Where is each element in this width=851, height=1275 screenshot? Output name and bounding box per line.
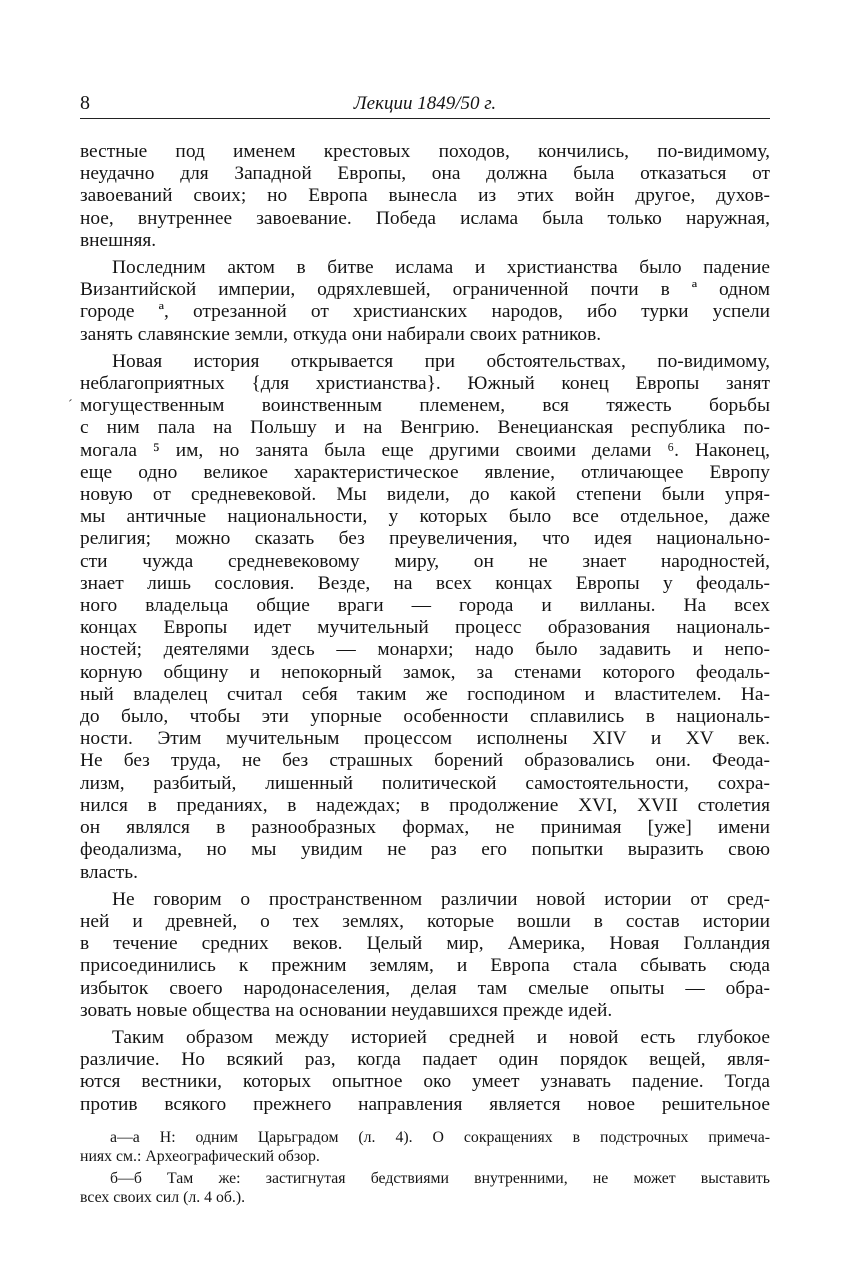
footnote (80, 1128, 770, 1166)
text-line: знает лишь сословия. Везде, на всех концах Европы у феодаль- (80, 572, 770, 594)
footnotes (80, 1128, 770, 1207)
text-line: занять славянские земли, откуда они набирали своих ратников. (80, 323, 602, 345)
text-line: Не без труда, не без страшных борений образовались они. Феода- (80, 750, 770, 772)
text-line: могала ⁵ им, но занята была еще другими своими делами ⁶. Наконец, (80, 439, 770, 461)
text-line: мы античные национальности, у которых было все отдельное, даже (80, 506, 770, 528)
text-line: различие. Но всякий раз, когда падает один порядок вещей, явля- (80, 1049, 770, 1071)
text-line: Не говорим о пространственном различии новой истории от сред- (112, 888, 770, 910)
text-line: до было, чтобы эти упорные особенности сплавились в националь- (80, 706, 770, 728)
text-line: феодализма, но мы увидим не раз его попытки выразить свою (80, 839, 770, 861)
running-title: Лекции 1849/50 г. (353, 93, 497, 114)
text-line: лизм, разбитый, лишенный политической самостоятельности, сохра- (80, 772, 770, 794)
text-line: присоединились к прежним землям, и Европа стала сбывать сюда (80, 955, 770, 977)
text-line: еще одно великое характеристическое явление, отличающее Европу (80, 461, 770, 483)
footnote-line: всех своих сил (л. 4 об.). (80, 1188, 246, 1206)
text-line: нился в преданиях, в надеждах; в продолжение XVI, XVII столетия (80, 794, 770, 816)
text-line: ются вестники, которых опытное око умеет узнавать падение. Тогда (80, 1071, 770, 1093)
paragraph (80, 141, 770, 252)
text-line: он являлся в разнообразных формах, не принимая [уже] имени (80, 817, 770, 839)
body-text (80, 141, 770, 1116)
text-line: ного владельца общие враги — города и вилланы. На всех (80, 595, 770, 617)
footnote (80, 1169, 770, 1207)
text-line: избыток своего народонаселения, делая там смелые опыты — обра- (80, 977, 770, 999)
text-line: ней и древней, о тех землях, которые вошли в состав истории (80, 910, 770, 932)
footnote-line: а—а Н: одним Царьградом (л. 4). О сокращениях в подстрочных примеча- (110, 1128, 770, 1146)
text-line: ности. Этим мучительным процессом исполнены XIV и XV век. (80, 728, 770, 750)
text-line: власть. (80, 861, 138, 883)
text-line: могущественным воинственным племенем, вся тяжесть борьбы (80, 395, 770, 417)
text-line: неблагоприятных {для христианства}. Южный конец Европы занят (80, 373, 770, 395)
text-line: в течение средних веков. Целый мир, Америка, Новая Голландия (80, 933, 770, 955)
paragraph (80, 257, 770, 346)
text-line: религия; можно сказать без преувеличения, что идея национально- (80, 528, 770, 550)
text-line: Последним актом в битве ислама и христианства было падение (112, 257, 770, 279)
text-line: корную общину и непокорный замок, за стенами которого феодаль- (80, 661, 770, 683)
text-line: ностей; деятелями здесь — монархи; надо было задавить и непо- (80, 639, 770, 661)
text-line: новую от средневековой. Мы видели, до какой степени были упря- (80, 484, 770, 506)
text-line: ное, внутреннее завоевание. Победа ислама была только наружная, (80, 207, 770, 229)
page-number: 8 (80, 92, 90, 114)
text-line: неудачно для Западной Европы, она должна была отказаться от (80, 163, 770, 185)
margin-mark: ´ (68, 398, 73, 413)
text-line: Таким образом между историей средней и новой есть глубокое (112, 1026, 770, 1048)
text-line: сти чужда средневековому миру, он не знает народностей, (80, 550, 770, 572)
text-line: Новая история открывается при обстоятельствах, по-видимому, (112, 350, 770, 372)
paragraph (80, 351, 770, 884)
page (80, 92, 770, 1210)
text-line: концах Европы идет мучительный процесс образования националь- (80, 617, 770, 639)
page-header (80, 92, 770, 119)
text-line: с ним пала на Польшу и на Венгрию. Венецианская республика по- (80, 417, 770, 439)
text-line: ный владелец считал себя таким же господином и властителем. На- (80, 683, 770, 705)
text-line: внешняя. (80, 229, 157, 251)
text-line: зовать новые общества на основании неудавшихся прежде идей. (80, 999, 613, 1021)
text-line: завоеваний своих; но Европа вынесла из этих войн другое, духов- (80, 185, 770, 207)
footnote-line: б—б Там же: застигнутая бедствиями внутренними, не может выставить (110, 1169, 770, 1187)
text-line: против всякого прежнего направления является новое решительное (80, 1093, 770, 1115)
text-line: вестные под именем крестовых походов, кончились, по-видимому, (80, 141, 770, 162)
text-line: городе ª, отрезанной от христианских народов, ибо турки успели (80, 301, 770, 323)
text-line: Византийской империи, одряхлевшей, ограниченной почти в ª одном (80, 279, 770, 301)
paragraph (80, 889, 770, 1022)
footnote-line: ниях см.: Археографический обзор. (80, 1147, 320, 1165)
paragraph (80, 1027, 770, 1116)
